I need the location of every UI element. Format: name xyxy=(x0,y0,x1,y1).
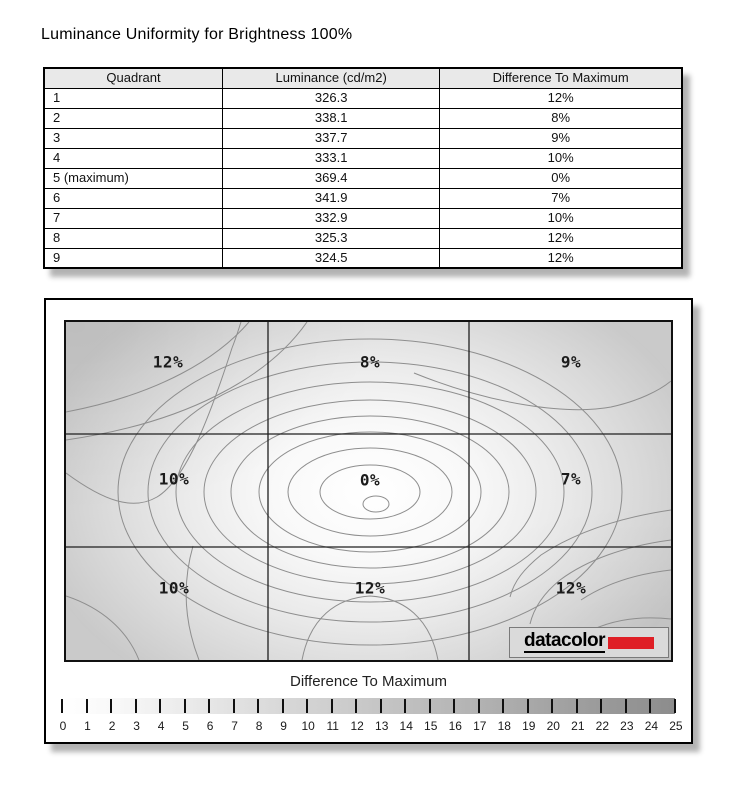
uniformity-plot-panel xyxy=(44,298,693,744)
colorbar-labels xyxy=(53,719,686,733)
tick-label: 3 xyxy=(133,719,140,733)
difference-cell: 7% xyxy=(440,188,682,208)
tick-label: 22 xyxy=(595,719,610,733)
datacolor-logo xyxy=(509,627,669,658)
table-row xyxy=(44,148,682,168)
tick-label: 12 xyxy=(350,719,364,733)
header-difference: Difference To Maximum xyxy=(440,68,682,88)
cell-label: 8% xyxy=(359,352,381,372)
difference-cell: 12% xyxy=(440,88,682,108)
luminance-cell: 341.9 xyxy=(223,188,440,208)
luminance-cell: 369.4 xyxy=(223,168,440,188)
tick-label: 7 xyxy=(231,719,238,733)
tick-label: 9 xyxy=(280,719,287,733)
cell-label: 12% xyxy=(354,578,386,598)
cell-label: 10% xyxy=(158,469,190,489)
header-quadrant: Quadrant xyxy=(44,68,223,88)
gradient-background xyxy=(66,322,671,660)
tick-label: 17 xyxy=(473,719,487,733)
table-row xyxy=(44,188,682,208)
tick-label: 4 xyxy=(157,719,165,733)
quadrant-cell: 2 xyxy=(44,108,223,128)
luminance-cell: 337.7 xyxy=(223,128,440,148)
luminance-table xyxy=(43,67,683,269)
tick-label: 13 xyxy=(375,719,389,733)
tick-label: 20 xyxy=(546,719,560,733)
quadrant-cell: 6 xyxy=(44,188,223,208)
difference-cell: 10% xyxy=(440,208,682,228)
tick-label: 1 xyxy=(84,719,91,733)
header-luminance: Luminance (cd/m2) xyxy=(223,68,440,88)
tick-label: 8 xyxy=(255,719,263,733)
luminance-cell: 324.5 xyxy=(223,248,440,268)
difference-cell: 10% xyxy=(440,148,682,168)
tick-label: 15 xyxy=(424,719,438,733)
tick-label: 25 xyxy=(669,719,683,733)
tick-label: 24 xyxy=(644,719,659,733)
tick-label: 21 xyxy=(571,719,585,733)
tick-label: 19 xyxy=(522,719,536,733)
quadrant-cell: 3 xyxy=(44,128,223,148)
quadrant-cell: 7 xyxy=(44,208,223,228)
cell-label: 12% xyxy=(555,578,587,598)
contour-plot xyxy=(64,320,673,662)
quadrant-cell: 5 (maximum) xyxy=(44,168,223,188)
page-title: Luminance Uniformity for Brightness 100% xyxy=(41,26,353,43)
cell-label: 7% xyxy=(560,469,582,489)
difference-cell: 9% xyxy=(440,128,682,148)
cell-label: 0% xyxy=(359,470,381,490)
datacolor-logo-text: datacolor xyxy=(523,630,606,651)
luminance-cell: 325.3 xyxy=(223,228,440,248)
difference-cell: 12% xyxy=(440,248,682,268)
luminance-cell: 333.1 xyxy=(223,148,440,168)
quadrant-cell: 4 xyxy=(44,148,223,168)
tick-label: 18 xyxy=(497,719,511,733)
tick-label: 2 xyxy=(108,719,116,733)
luminance-cell: 332.9 xyxy=(223,208,440,228)
contour-plot-svg xyxy=(66,322,671,660)
tick-label: 5 xyxy=(182,719,189,733)
quadrant-cell: 8 xyxy=(44,228,223,248)
tick-label: 11 xyxy=(326,719,339,733)
tick-label: 0 xyxy=(59,719,67,733)
tick-label: 14 xyxy=(399,719,413,733)
table-row xyxy=(44,208,682,228)
table-row xyxy=(44,128,682,148)
difference-cell: 12% xyxy=(440,228,682,248)
datacolor-logo-red-bar xyxy=(608,637,654,649)
table-row xyxy=(44,168,682,188)
luminance-cell: 326.3 xyxy=(223,88,440,108)
tick-label: 23 xyxy=(620,719,634,733)
tick-label: 6 xyxy=(206,719,214,733)
luminance-cell: 338.1 xyxy=(223,108,440,128)
table-row xyxy=(44,248,682,268)
colorbar-ticks xyxy=(61,699,676,713)
cell-label: 10% xyxy=(158,578,190,598)
difference-cell: 8% xyxy=(440,108,682,128)
cell-label: 9% xyxy=(560,352,582,372)
table-header-row xyxy=(44,68,682,88)
colorbar-title: Difference To Maximum xyxy=(289,673,447,690)
cell-label: 12% xyxy=(152,352,184,372)
quadrant-cell: 1 xyxy=(44,88,223,108)
tick-label: 10 xyxy=(301,719,315,733)
quadrant-cell: 9 xyxy=(44,248,223,268)
difference-cell: 0% xyxy=(440,168,682,188)
table-row xyxy=(44,108,682,128)
table-row xyxy=(44,88,682,108)
table-row xyxy=(44,228,682,248)
tick-label: 16 xyxy=(448,719,462,733)
